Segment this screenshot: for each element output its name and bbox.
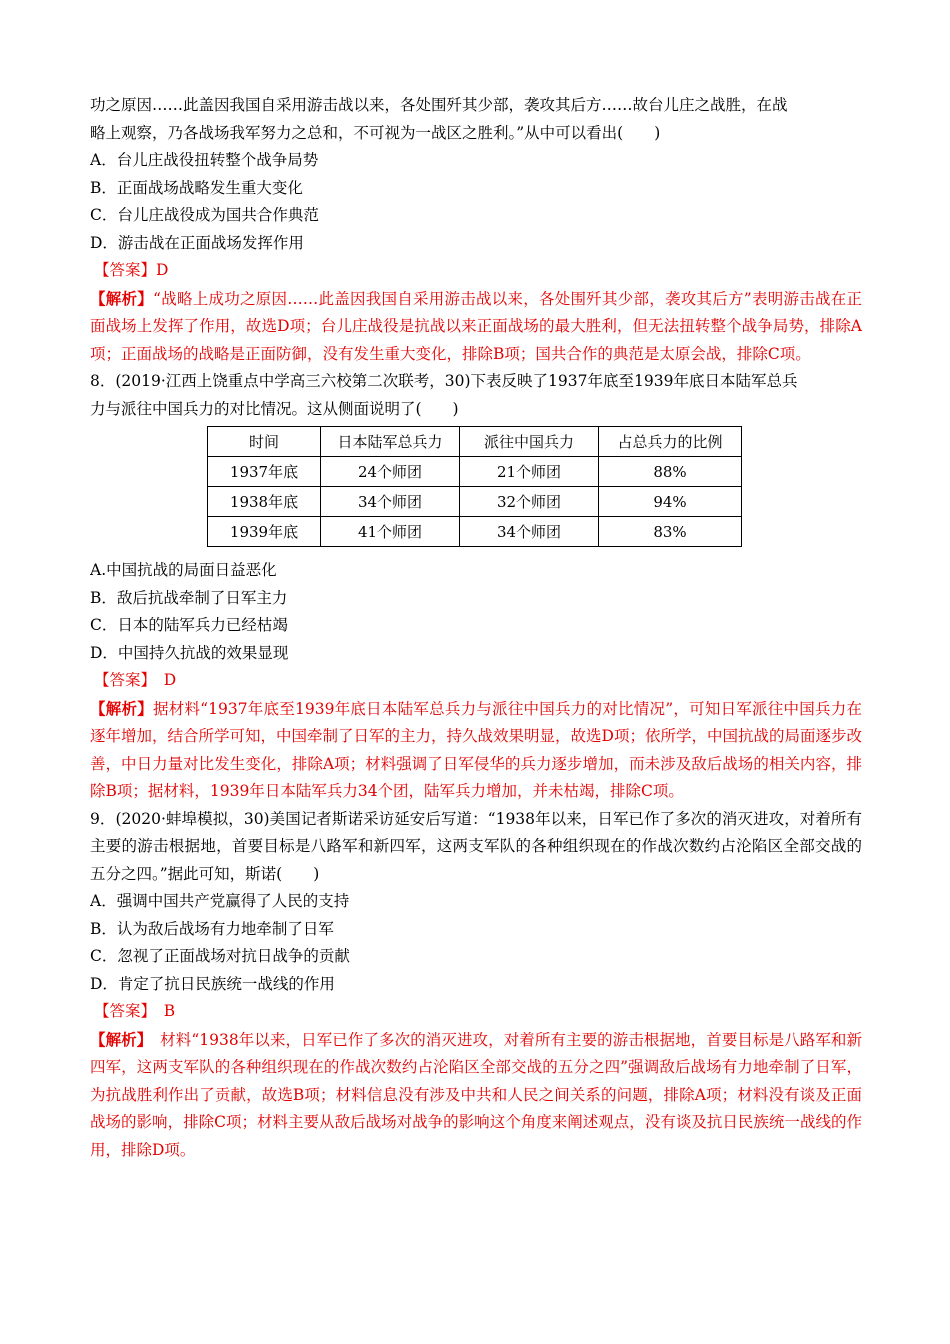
q9-analysis-label: 【解析】 xyxy=(90,1029,145,1049)
table-header-cell: 占总兵力的比例 xyxy=(599,427,742,457)
q7-analysis-label: 【解析】 xyxy=(90,288,154,308)
q8-option-b: B．敌后抗战牵制了日军主力 xyxy=(90,588,288,607)
q7-answer-value: D xyxy=(156,261,169,279)
q8-answer xyxy=(90,667,862,695)
q8-option-d: D．中国持久抗战的效果显现 xyxy=(90,643,289,662)
q8-analysis-label: 【解析】 xyxy=(90,698,153,718)
q8-analysis-text: 据材料“1937年底至1939年底日本陆军总兵力与派往中国兵力的对比情况”，可知日军派往中国兵力在逐年增加，结合所学可知，中国牵制了日军的主力，持久战效果明显，故选D项；依所学，中国抗战的局面逐步改善，中日力量对比发生变化，排除A项；材料强调了日军侵华的兵力逐步增加，而未涉及敌后战场的相关内容，排除B项；据材料，1939年日本陆军兵力34个团，陆军兵力增加，并未枯竭，排除C项。 xyxy=(90,699,862,800)
table-row xyxy=(208,517,742,547)
q7-option-a: A．台儿庄战役扭转整个战争局势 xyxy=(90,151,319,169)
table-cell: 24个师团 xyxy=(321,457,460,487)
q8-data-table xyxy=(207,426,742,547)
q7-stem-line-2: 略上观察，乃各战场我军努力之总和，不可视为一战区之胜利。”从中可以看出( ) xyxy=(90,123,661,142)
q9-option-c: C．忽视了正面战场对抗日战争的贡献 xyxy=(90,947,350,965)
q7-option-b: B．正面战场战略发生重大变化 xyxy=(90,178,303,197)
table-cell: 83% xyxy=(599,517,742,547)
q8-answer-value: D xyxy=(148,671,177,689)
q7-analysis xyxy=(90,285,862,369)
document-page xyxy=(90,92,862,1164)
q9-stem: 9．(2020·蚌埠模拟，30)美国记者斯诺采访延安后写道：“1938年以来，日军已作了多次的消灭进攻，对着所有主要的游击根据地，首要目标是八路军和新四军，这两支军队的各种组织现在的作战次数约占沦陷区全部交战的五分之四。”据此可知，斯诺( ) xyxy=(90,809,862,883)
q8-analysis xyxy=(90,695,862,806)
q9-analysis xyxy=(90,1026,862,1165)
table-cell: 32个师团 xyxy=(460,487,599,517)
table-header-cell: 时间 xyxy=(208,427,321,457)
q9-answer-label: 【答案】 xyxy=(94,1002,149,1020)
table-cell: 34个师团 xyxy=(460,517,599,547)
q8-option-c: C．日本的陆军兵力已经枯竭 xyxy=(90,616,288,634)
table-cell: 1939年底 xyxy=(208,517,321,547)
q8-answer-label: 【答案】 xyxy=(94,671,149,689)
q9-option-d: D．肯定了抗日民族统一战线的作用 xyxy=(90,974,335,993)
table-cell: 41个师团 xyxy=(321,517,460,547)
table-cell: 34个师团 xyxy=(321,487,460,517)
table-header-cell: 派往中国兵力 xyxy=(460,427,599,457)
q8-stem-line-2: 力与派往中国兵力的对比情况。这从侧面说明了( ) xyxy=(90,399,459,418)
q8-stem-line-1: 8．(2019·江西上饶重点中学高三六校第二次联考，30)下表反映了1937年底至1939年底日本陆军总兵 xyxy=(90,372,798,390)
table-header-row xyxy=(208,427,742,457)
q7-stem-line-1: 功之原因……此盖因我国自采用游击战以来，各处围歼其少部，袭攻其后方……故台儿庄之战胜，在战 xyxy=(90,96,788,114)
table-header-cell: 日本陆军总兵力 xyxy=(321,427,460,457)
q9-option-b: B．认为敌后战场有力地牵制了日军 xyxy=(90,919,334,938)
q9-answer-value: B xyxy=(148,1002,176,1020)
q7-option-d: D．游击战在正面战场发挥作用 xyxy=(90,233,304,252)
q9-answer xyxy=(90,998,862,1026)
table-cell: 1938年底 xyxy=(208,487,321,517)
q7-answer xyxy=(90,257,862,285)
q7-analysis-text: “战略上成功之原因……此盖因我国自采用游击战以来，各处围歼其少部，袭攻其后方”表明游击战在正面战场上发挥了作用，故选D项；台儿庄战役是抗战以来正面战场的最大胜利，但无法扭转整个战争局势，排除A项；正面战场的战略是正面防御，没有发生重大变化，排除B项；国共合作的典范是太原会战，排除C项。 xyxy=(90,289,862,363)
q9-option-a: A．强调中国共产党赢得了人民的支持 xyxy=(90,892,350,910)
table-row xyxy=(208,487,742,517)
table-cell: 94% xyxy=(599,487,742,517)
table-row xyxy=(208,457,742,487)
table-cell: 88% xyxy=(599,457,742,487)
q7-option-c: C．台儿庄战役成为国共合作典范 xyxy=(90,206,319,224)
table-cell: 1937年底 xyxy=(208,457,321,487)
q7-answer-label: 【答案】 xyxy=(94,261,157,279)
q9-analysis-text: 材料“1938年以来，日军已作了多次的消灭进攻，对着所有主要的游击根据地，首要目标是八路军和新四军，这两支军队的各种组织现在的作战次数约占沦陷区全部交战的五分之四”强调敌后战场有力地牵制了日军，为抗战胜利作出了贡献，故选B项；材料信息没有涉及中共和人民之间关系的问题，排除A项；材料没有谈及正面战场的影响，排除C项；材料主要从敌后战场对战争的影响这个角度来阐述观点，没有谈及抗日民族统一战线的作用，排除D项。 xyxy=(90,1030,862,1159)
q8-option-a: A.中国抗战的局面日益恶化 xyxy=(90,561,277,579)
table-cell: 21个师团 xyxy=(460,457,599,487)
